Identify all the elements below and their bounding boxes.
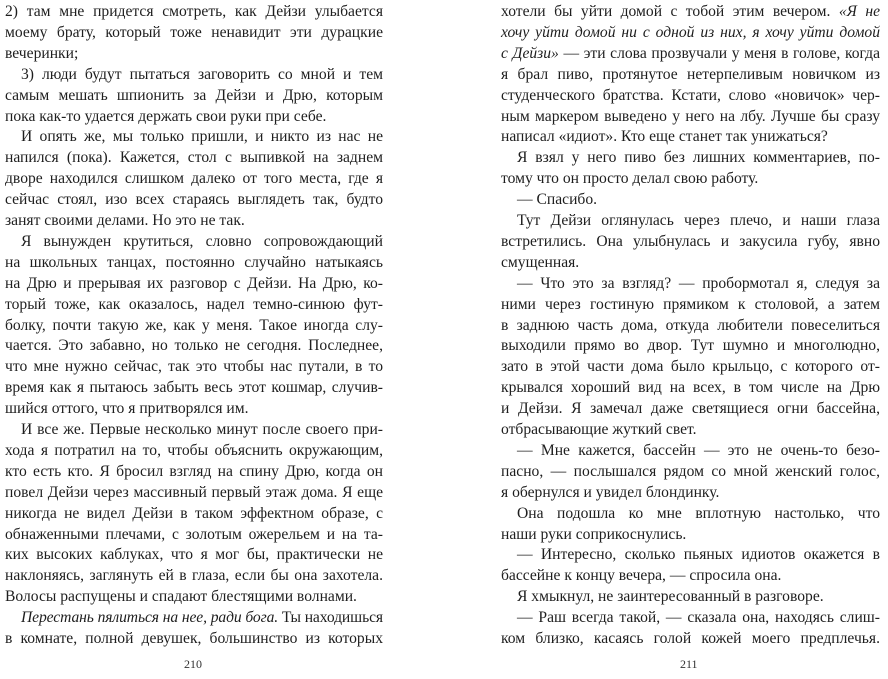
right-text-line: и Дейзи. Я замечал даже светящиеся огни бассейна, (501, 400, 880, 418)
left-text-line: Волосы распущены и спадают блестящими волнами. (5, 588, 357, 606)
left-text-line: болку, почти такую же, как у меня. Такое иногда слу- (5, 316, 383, 334)
right-text-line: ным маркером выведено у него на лбу. Лучше бы сразу (501, 107, 880, 125)
right-text-line: Я взял у него пиво без лишних комментариев, по- (517, 149, 880, 167)
right-text-line: смущенная. (501, 253, 580, 271)
right-text-line: бассейне к концу вечера, — спросила она. (501, 567, 782, 585)
left-text-line: занят своими делами. Но это не так. (5, 212, 245, 229)
right-text-line: выходили прямо во двор. Тут шумно и многолюдно, (501, 337, 880, 355)
left-text-line: моему брату, который тоже ненавидит эти дурацкие (5, 23, 383, 41)
left-text-line: чается. Это забавно, но только не сегодня. Последнее, (5, 337, 383, 355)
right-text-line: встретились. Она улыбнулась и закусила губу, явно (501, 232, 880, 250)
left-text-line: на Дрю и прерывая их разговор с Дейзи. На Дрю, ко- (5, 274, 383, 292)
left-page-number: 210 (184, 657, 202, 671)
left-text-line: наклоняясь, заглянуть ей в глаза, если бы она захотела. (5, 567, 383, 585)
left-text-line: самым мешать шпионить за Дейзи и Дрю, которым (5, 86, 383, 104)
right-text-line: — Раш всегда такой, — сказала она, находясь слиш- (517, 609, 880, 627)
left-text-line: ких высоких каблуках, что я мог бы, практически не (5, 546, 383, 564)
left-text-line: шийся оттого, что я притворялся им. (5, 400, 249, 418)
left-text-line: повел Дейзи через массивный первый этаж дома. Я еще (5, 483, 383, 501)
right-text-line: студенческого братства. Кстати, слово «новичок» чер- (501, 86, 880, 104)
left-text-line: сейчас стоял, изо всех стараясь выглядеть так, будто (5, 191, 383, 209)
left-text-line: никогда не видел Дейзи в таком эффектном образе, с (5, 504, 383, 522)
right-text-line: я брал пиво, протянутое нетерпеливым новичком из (501, 65, 880, 83)
right-text-line: пасно, — послышался рядом со мной женский голос, (501, 462, 880, 480)
left-text-line: обнаженными плечами, с золотым ожерельем и на та- (5, 525, 383, 543)
right-text-line: с Дейзи» — эти слова прозвучали у меня в голове, когда (501, 44, 880, 62)
right-text-line: ком близко, касаясь голой кожей моего предплечья. (501, 630, 880, 647)
left-text-line: в комнате, полной девушек, большинство из которых (5, 630, 383, 647)
left-text-line: напился (пока). Кажется, стол с выпивкой на заднем (5, 149, 383, 167)
right-text-line: написал «идиот». Кто еще станет так унижаться? (501, 128, 828, 146)
left-text-line: 3) люди будут пытаться заговорить со мной и тем (21, 65, 383, 83)
left-text-line: торый тоже, как оказалось, надел темно-синюю фут- (5, 295, 383, 313)
left-text-line: 2) там мне придется смотреть, как Дейзи улыбается (5, 3, 383, 20)
right-text-line: я обернулся и увидел блондинку. (501, 483, 720, 501)
right-text-line: тому что он просто делал свою работу. (501, 170, 759, 188)
right-text-line: — Мне кажется, бассейн — это не очень-то безо- (517, 441, 880, 459)
left-text-line: дворе находился слишком далеко от того места, где я (5, 170, 383, 188)
right-text-line: хочу уйти домой ни с одной из них, я хочу уйти домой (501, 23, 880, 41)
right-text-line: Тут Дейзи оглянулась через плечо, и наши глаза (517, 212, 880, 229)
right-text-line: Я хмыкнул, не заинтересованный в разговоре. (517, 588, 824, 606)
left-text-line: время как я пытаюсь забыть весь этот кошмар, случив- (5, 379, 383, 397)
right-text-line: ними через гостиную прямиком к столовой, а затем (501, 295, 880, 313)
right-text-line: Она подошла ко мне вплотную настолько, что (517, 504, 880, 522)
right-text-line: зато в этой части дома было крыльцо, с которого от- (501, 358, 880, 376)
right-text-line: — Интересно, сколько пьяных идиотов окажется в (517, 546, 880, 564)
left-text-line: что мне нужно сейчас, так это чтобы нас путали, в то (5, 358, 383, 376)
right-text-line: крывался хороший вид на всех, в том числе на Дрю (501, 379, 880, 397)
left-text-line: пока как-то удается держать свои руки при себе. (5, 107, 327, 125)
right-page-number: 211 (680, 657, 698, 671)
left-text-line: хода я потратил на то, чтобы объяснить окружающим, (5, 441, 383, 459)
left-text-line: кто есть кто. Я бросил взгляд на спину Дрю, когда он (5, 462, 383, 480)
left-text-line: Я вынужден крутиться, словно сопровождающий (21, 232, 383, 250)
right-text-line: — Что это за взгляд? — пробормотал я, следуя за (517, 274, 880, 292)
right-text-line: хотели бы уйти домой с тобой этим вечером. «Я не (501, 3, 880, 20)
right-text-line: — Спасибо. (517, 191, 598, 209)
left-text-line: на школьных танцах, постоянно случайно натыкаясь (5, 253, 383, 271)
left-text-line: Перестань пялиться на нее, ради бога. Ты находишься (21, 609, 383, 627)
left-text-line: И опять же, мы только пришли, и никто из нас не (21, 128, 383, 146)
left-text-line: вечеринки; (5, 44, 79, 62)
left-text-line: И все же. Первые несколько минут после своего при- (21, 421, 383, 438)
right-text-line: наши руки соприкоснулись. (501, 525, 687, 543)
right-text-line: отбрасывающие жуткий свет. (501, 421, 697, 438)
right-text-line: в заднюю часть дома, откуда любители повеселиться (501, 316, 880, 334)
